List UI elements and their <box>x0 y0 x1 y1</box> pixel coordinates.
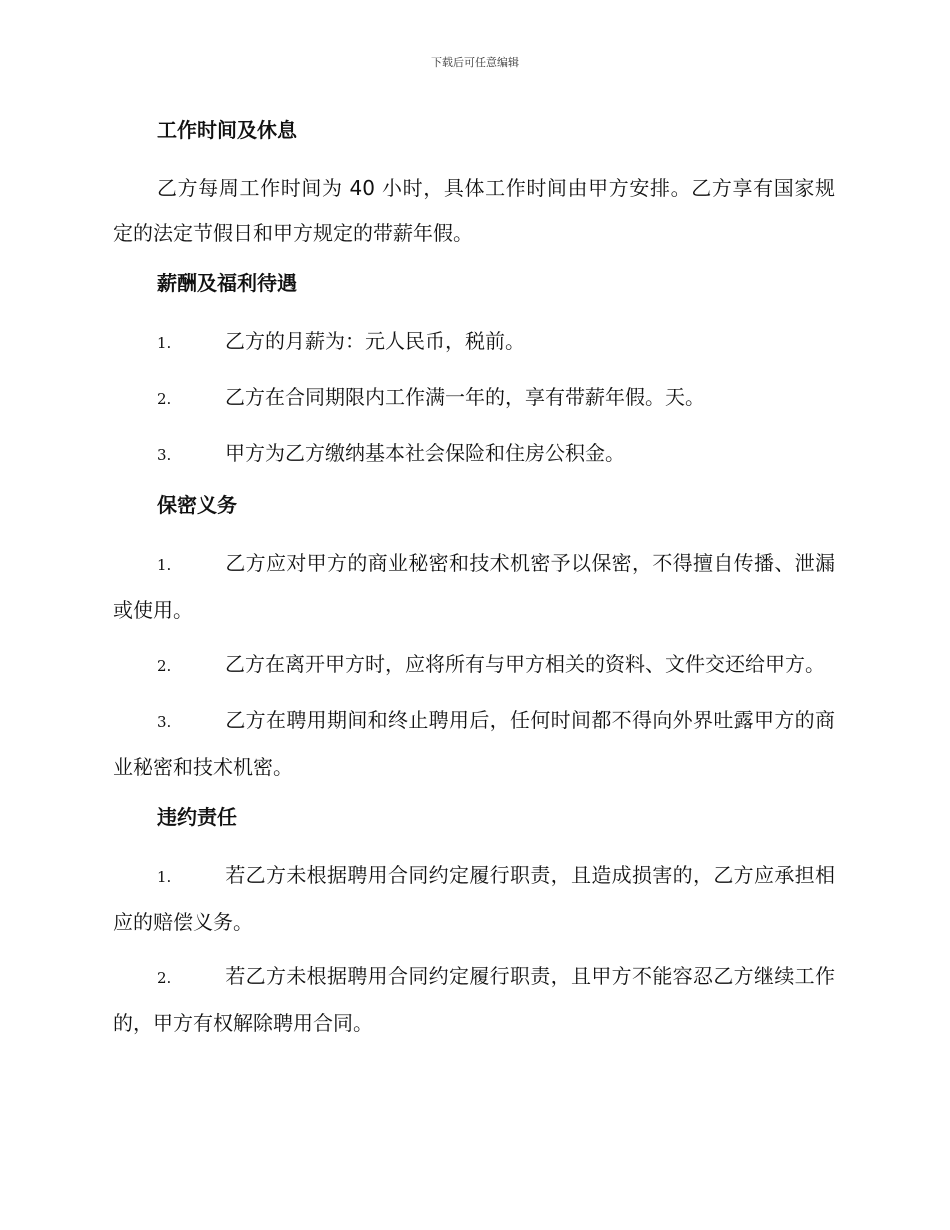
list-item <box>113 319 835 366</box>
list-item-text: 乙方应对甲方的商业秘密和技术机密予以保密，不得擅自传播、泄漏或使用。 <box>113 551 835 622</box>
list-item <box>113 541 835 633</box>
page-header-note: 下载后可任意编辑 <box>431 56 519 69</box>
list-item-number: 2. <box>157 657 172 675</box>
list-item-text: 若乙方未根据聘用合同约定履行职责，且造成损害的，乙方应承担相应的赔偿义务。 <box>113 863 835 934</box>
list-item-number: 2. <box>157 390 172 408</box>
list-item-number: 1. <box>157 334 172 352</box>
section-heading-confidentiality: 保密义务 <box>157 493 237 517</box>
list-item <box>113 853 835 945</box>
section-heading-breach: 违约责任 <box>157 805 237 829</box>
list-item-number: 1. <box>157 556 172 574</box>
list-item-text: 甲方为乙方缴纳基本社会保险和住房公积金。 <box>225 441 625 465</box>
section-paragraph-work-hours: 乙方每周工作时间为 40 小时，具体工作时间由甲方安排。乙方享有国家规定的法定节假日和甲方规定的带薪年假。 <box>113 176 835 245</box>
list-item-number: 3. <box>157 446 172 464</box>
list-item <box>113 698 835 790</box>
list-item <box>113 954 835 1046</box>
list-item-text: 乙方在聘用期间和终止聘用后，任何时间都不得向外界吐露甲方的商业秘密和技术机密。 <box>113 708 835 779</box>
list-item-number: 1. <box>157 868 172 886</box>
list-item-number: 2. <box>157 969 172 987</box>
section-heading-salary: 薪酬及福利待遇 <box>157 271 297 295</box>
list-item-text: 乙方在离开甲方时，应将所有与甲方相关的资料、文件交还给甲方。 <box>225 652 825 676</box>
list-item <box>113 431 835 478</box>
list-item-number: 3. <box>157 713 172 731</box>
list-item-text: 乙方的月薪为：元人民币，税前。 <box>225 329 525 353</box>
section-heading-work-hours: 工作时间及休息 <box>157 118 297 142</box>
list-item <box>113 375 835 422</box>
list-item-text: 乙方在合同期限内工作满一年的，享有带薪年假。天。 <box>225 385 705 409</box>
document-body <box>113 112 835 1055</box>
list-item <box>113 642 835 689</box>
list-item-text: 若乙方未根据聘用合同约定履行职责，且甲方不能容忍乙方继续工作的，甲方有权解除聘用合同。 <box>113 964 835 1035</box>
